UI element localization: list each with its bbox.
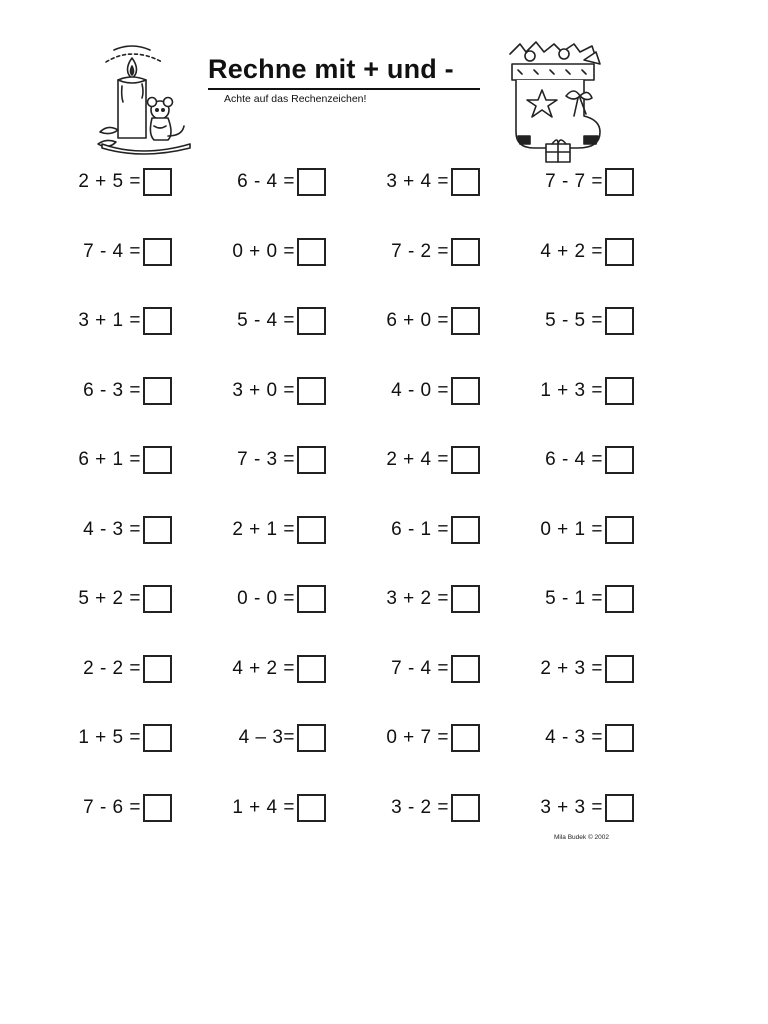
- exercise-item: [63, 444, 172, 476]
- exercise-equation: 7 - 4 =: [83, 241, 141, 262]
- exercise-item: [371, 514, 480, 546]
- exercise-item: [217, 444, 326, 476]
- exercise-equation: 1 + 3 =: [540, 380, 603, 401]
- answer-box[interactable]: [143, 794, 172, 822]
- answer-box[interactable]: [605, 238, 634, 266]
- exercise-item: [371, 166, 480, 198]
- answer-box[interactable]: [143, 724, 172, 752]
- exercise-equation: 0 + 0 =: [232, 241, 295, 262]
- answer-box[interactable]: [605, 516, 634, 544]
- exercise-item: [371, 236, 480, 268]
- exercise-item: [217, 236, 326, 268]
- exercise-equation: 7 - 4 =: [391, 658, 449, 679]
- exercise-item: [525, 583, 634, 615]
- answer-box[interactable]: [605, 585, 634, 613]
- exercise-equation: 0 - 0 =: [237, 588, 295, 609]
- exercise-item: [217, 653, 326, 685]
- answer-box[interactable]: [451, 377, 480, 405]
- exercise-item: [63, 236, 172, 268]
- answer-box[interactable]: [297, 724, 326, 752]
- answer-box[interactable]: [297, 377, 326, 405]
- exercise-item: [63, 514, 172, 546]
- answer-box[interactable]: [605, 307, 634, 335]
- answer-box[interactable]: [451, 794, 480, 822]
- exercise-equation: 4 – 3=: [238, 727, 295, 748]
- worksheet-subtitle: Achte auf das Rechenzeichen!: [224, 93, 367, 105]
- exercise-item: [525, 236, 634, 268]
- exercise-item: [525, 792, 634, 824]
- exercise-item: [217, 514, 326, 546]
- exercise-equation: 3 + 3 =: [540, 797, 603, 818]
- exercise-item: [525, 514, 634, 546]
- exercise-equation: 2 + 4 =: [386, 449, 449, 470]
- candle-mouse-icon: [92, 40, 196, 156]
- exercise-equation: 3 + 2 =: [386, 588, 449, 609]
- exercise-item: [63, 653, 172, 685]
- exercise-item: [371, 722, 480, 754]
- exercise-equation: 0 + 1 =: [540, 519, 603, 540]
- exercise-equation: 2 + 5 =: [78, 171, 141, 192]
- exercise-equation: 6 - 4 =: [237, 171, 295, 192]
- exercise-equation: 2 - 2 =: [83, 658, 141, 679]
- answer-box[interactable]: [297, 655, 326, 683]
- answer-box[interactable]: [451, 446, 480, 474]
- exercise-item: [525, 444, 634, 476]
- exercise-item: [371, 375, 480, 407]
- exercise-item: [525, 722, 634, 754]
- answer-box[interactable]: [143, 655, 172, 683]
- exercise-item: [371, 444, 480, 476]
- exercise-equation: 5 - 4 =: [237, 310, 295, 331]
- answer-box[interactable]: [143, 377, 172, 405]
- exercise-equation: 2 + 1 =: [232, 519, 295, 540]
- exercise-equation: 5 + 2 =: [78, 588, 141, 609]
- exercise-item: [371, 653, 480, 685]
- answer-box[interactable]: [143, 516, 172, 544]
- answer-box[interactable]: [297, 516, 326, 544]
- exercise-equation: 4 + 2 =: [540, 241, 603, 262]
- answer-box[interactable]: [143, 168, 172, 196]
- exercise-equation: 6 - 4 =: [545, 449, 603, 470]
- exercise-item: [217, 375, 326, 407]
- exercise-item: [63, 305, 172, 337]
- exercise-equation: 4 - 3 =: [83, 519, 141, 540]
- exercise-equation: 7 - 3 =: [237, 449, 295, 470]
- answer-box[interactable]: [297, 168, 326, 196]
- answer-box[interactable]: [605, 655, 634, 683]
- exercise-item: [217, 583, 326, 615]
- exercise-item: [63, 375, 172, 407]
- exercise-equation: 0 + 7 =: [386, 727, 449, 748]
- exercise-item: [525, 166, 634, 198]
- answer-box[interactable]: [451, 168, 480, 196]
- title-underline: [208, 88, 480, 90]
- exercise-item: [371, 792, 480, 824]
- exercise-equation: 6 + 0 =: [386, 310, 449, 331]
- answer-box[interactable]: [605, 724, 634, 752]
- exercise-equation: 3 - 2 =: [391, 797, 449, 818]
- exercise-item: [63, 722, 172, 754]
- exercise-equation: 3 + 0 =: [232, 380, 295, 401]
- exercise-item: [217, 722, 326, 754]
- exercise-equation: 7 - 2 =: [391, 241, 449, 262]
- answer-box[interactable]: [451, 238, 480, 266]
- exercise-equation: 6 + 1 =: [78, 449, 141, 470]
- exercise-item: [371, 305, 480, 337]
- answer-box[interactable]: [143, 307, 172, 335]
- exercise-item: [63, 166, 172, 198]
- answer-box[interactable]: [143, 238, 172, 266]
- answer-box[interactable]: [451, 724, 480, 752]
- exercise-equation: 1 + 5 =: [78, 727, 141, 748]
- exercise-item: [217, 166, 326, 198]
- exercise-equation: 2 + 3 =: [540, 658, 603, 679]
- exercise-equation: 7 - 7 =: [545, 171, 603, 192]
- answer-box[interactable]: [605, 446, 634, 474]
- answer-box[interactable]: [297, 238, 326, 266]
- exercise-equation: 6 - 1 =: [391, 519, 449, 540]
- exercise-equation: 5 - 1 =: [545, 588, 603, 609]
- answer-box[interactable]: [605, 168, 634, 196]
- answer-box[interactable]: [297, 585, 326, 613]
- exercise-equation: 7 - 6 =: [83, 797, 141, 818]
- answer-box[interactable]: [297, 794, 326, 822]
- author-credit: Mila Budek © 2002: [554, 834, 610, 841]
- exercise-item: [217, 792, 326, 824]
- christmas-stocking-icon: [500, 40, 610, 164]
- answer-box[interactable]: [451, 516, 480, 544]
- answer-box[interactable]: [451, 307, 480, 335]
- answer-box[interactable]: [143, 585, 172, 613]
- exercise-item: [525, 653, 634, 685]
- exercise-item: [525, 375, 634, 407]
- answer-box[interactable]: [297, 307, 326, 335]
- exercise-item: [371, 583, 480, 615]
- exercise-item: [525, 305, 634, 337]
- answer-box[interactable]: [451, 655, 480, 683]
- worksheet-title: Rechne mit + und -: [208, 54, 454, 84]
- exercise-item: [63, 583, 172, 615]
- answer-box[interactable]: [605, 794, 634, 822]
- exercise-equation: 4 - 3 =: [545, 727, 603, 748]
- answer-box[interactable]: [297, 446, 326, 474]
- exercise-equation: 4 + 2 =: [232, 658, 295, 679]
- answer-box[interactable]: [143, 446, 172, 474]
- exercise-equation: 1 + 4 =: [232, 797, 295, 818]
- exercise-equation: 3 + 4 =: [386, 171, 449, 192]
- answer-box[interactable]: [451, 585, 480, 613]
- exercise-equation: 5 - 5 =: [545, 310, 603, 331]
- exercise-equation: 3 + 1 =: [78, 310, 141, 331]
- exercise-equation: 6 - 3 =: [83, 380, 141, 401]
- exercise-item: [217, 305, 326, 337]
- exercise-item: [63, 792, 172, 824]
- answer-box[interactable]: [605, 377, 634, 405]
- exercise-equation: 4 - 0 =: [391, 380, 449, 401]
